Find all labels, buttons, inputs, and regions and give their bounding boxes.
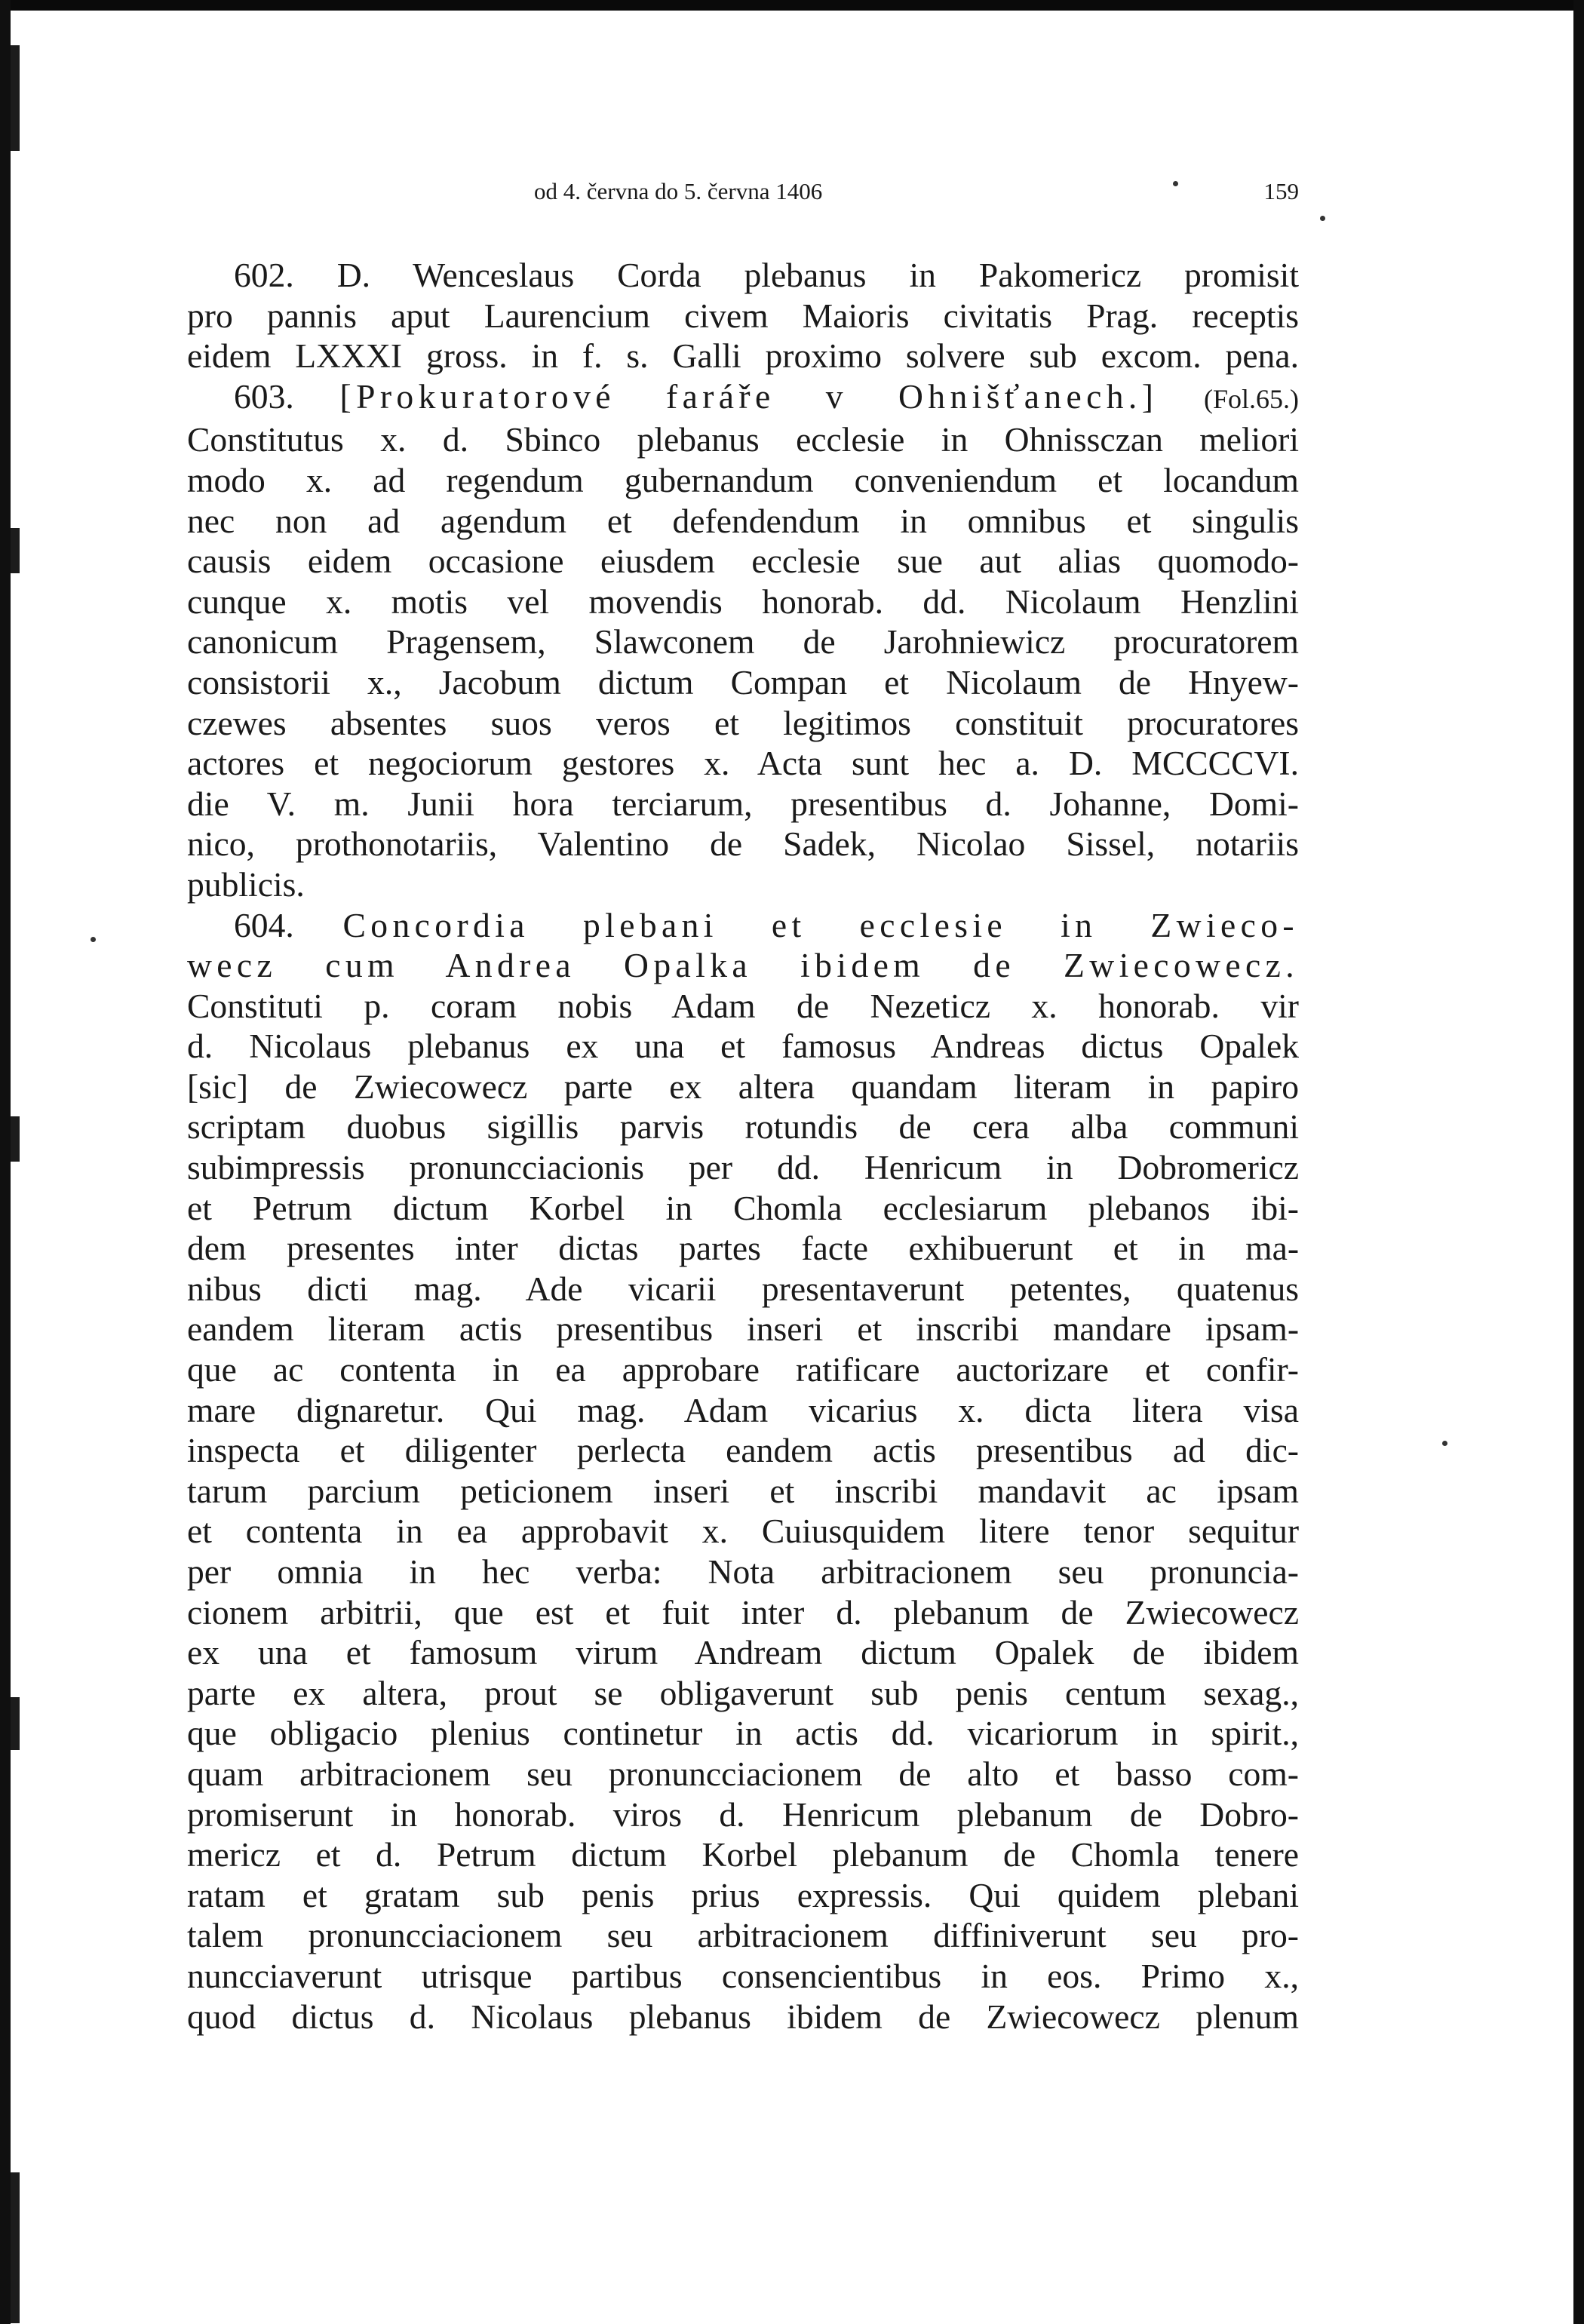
entry-title-continued: wecz cum Andrea Opalka ibidem de Zwiecowecz. [187, 946, 1299, 985]
document-body [187, 255, 1299, 2037]
scan-left-mark [11, 1116, 20, 1162]
text-line: cionem arbitrii, que est et fuit inter d. plebanum de Zwiecowecz [187, 1592, 1299, 1632]
text-line: que obligacio plenius continetur in actis dd. vicariorum in spirit., [187, 1714, 1299, 1753]
speck [1320, 216, 1325, 221]
entry-heading [187, 376, 1299, 420]
running-head-title: od 4. června do 5. června 1406 [534, 178, 823, 204]
text-line: d. Nicolaus plebanus ex una et famosus Andreas dictus Opalek [187, 1027, 1299, 1066]
text-line: ex una et famosum virum Andream dictum Opalek de ibidem [187, 1633, 1299, 1672]
entry-title: [Prokuratorové faráře v Ohnišťanech.] [339, 376, 1159, 416]
text-line: causis eidem occasione eiusdem ecclesie sue aut alias quomodo- [187, 542, 1299, 581]
text-line: nuncciaverunt utrisque partibus consencientibus in eos. Primo x., [187, 1956, 1299, 1995]
text-line: scriptam duobus sigillis parvis rotundis de cera alba communi [187, 1107, 1299, 1147]
entry-heading [187, 905, 1299, 946]
scan-left-mark [11, 528, 20, 573]
text-line: czewes absentes suos veros et legitimos constituit procuratores [187, 703, 1299, 742]
text-line: nec non ad agendum et defendendum in omnibus et singulis [187, 501, 1299, 540]
text-line: dem presentes inter dictas partes facte exhibuerunt et in ma- [187, 1229, 1299, 1268]
text-line: quod dictus d. Nicolaus plebanus ibidem de Zwiecowecz plenum [187, 1997, 1299, 2036]
text-line: talem pronuncciacionem seu arbitracionem diffiniverunt seu pro- [187, 1916, 1299, 1955]
scan-left-mark [11, 45, 20, 151]
text-line: nico, prothonotariis, Valentino de Sadek, Nicolao Sissel, notariis [187, 824, 1299, 864]
text-line: cunque x. motis vel movendis honorab. dd. Nicolaum Henzlini [187, 582, 1299, 621]
text-line: tarum parcium peticionem inseri et inscribi mandavit ac ipsam [187, 1471, 1299, 1510]
text-line: subimpressis pronuncciacionis per dd. Henricum in Dobromericz [187, 1148, 1299, 1187]
text-line: Constitutus x. d. Sbinco plebanus ecclesie in Ohnissczan meliori [187, 420, 1299, 459]
text-line: et Petrum dictum Korbel in Chomla ecclesiarum plebanos ibi- [187, 1188, 1299, 1227]
text-line: per omnia in hec verba: Nota arbitracionem seu pronuncia- [187, 1552, 1299, 1591]
text-line: die V. m. Junii hora terciarum, presentibus d. Johanne, Domi- [187, 784, 1299, 823]
text-line: que ac contenta in ea approbare ratificare auctorizare et confir- [187, 1350, 1299, 1389]
text-line: promiserunt in honorab. viros d. Henricum plebanum de Dobro- [187, 1794, 1299, 1834]
text-line: quam arbitracionem seu pronuncciacionem de alto et basso com- [187, 1754, 1299, 1793]
text-line: publicis. [187, 864, 305, 904]
text-line: eidem LXXXI gross. in f. s. Galli proximo solvere sub excom. pena. [187, 336, 1299, 376]
text-line: pro pannis aput Laurencium civem Maioris civitatis Prag. receptis [187, 296, 1299, 335]
text-line: mericz et d. Petrum dictum Korbel plebanum de Chomla tenere [187, 1835, 1299, 1874]
running-header [187, 175, 1299, 208]
entry-title: Concordia plebani et ecclesie in Zwieco- [342, 905, 1299, 944]
text-line: ratam et gratam sub penis prius expressis. Qui quidem plebani [187, 1875, 1299, 1914]
text-line: modo x. ad regendum gubernandum conveniendum et locandum [187, 460, 1299, 499]
text-line: Constituti p. coram nobis Adam de Nezeticz x. honorab. vir [187, 986, 1299, 1025]
scan-left-border [0, 0, 11, 2324]
text-line: parte ex altera, prout se obligaverunt sub penis centum sexag., [187, 1673, 1299, 1712]
text-line: 602. D. Wenceslaus Corda plebanus in Pakomericz promisit [234, 256, 1299, 294]
speck [91, 937, 96, 942]
scan-right-border [1573, 0, 1584, 2324]
scan-left-mark [11, 1697, 20, 1750]
page-number: 159 [1263, 178, 1299, 204]
text-line: mare dignaretur. Qui mag. Adam vicarius x. dicta litera visa [187, 1390, 1299, 1429]
text-line: inspecta et diligenter perlecta eandem actis presentibus ad dic- [187, 1431, 1299, 1470]
entry-number: 603. [234, 376, 294, 416]
text-line: et contenta in ea approbavit x. Cuiusquidem litere tenor sequitur [187, 1512, 1299, 1551]
text-line: actores et negociorum gestores x. Acta sunt hec a. D. MCCCCVI. [187, 744, 1299, 783]
speck [1442, 1441, 1447, 1446]
entry-number: 604. [234, 905, 294, 944]
text-line: nibus dicti mag. Ade vicarii presentaverunt petentes, quatenus [187, 1269, 1299, 1308]
text-line: [sic] de Zwiecowecz parte ex altera quandam literam in papiro [187, 1067, 1299, 1106]
text-line: canonicum Pragensem, Slawconem de Jarohniewicz procuratorem [187, 622, 1299, 662]
scan-left-mark [11, 2172, 20, 2323]
text-line: consistorii x., Jacobum dictum Compan et Nicolaum de Hnyew- [187, 662, 1299, 701]
text-line: eandem literam actis presentibus inseri et inscribi mandare ipsam- [187, 1309, 1299, 1349]
folio-reference: (Fol.65.) [1204, 383, 1299, 414]
scan-top-border [0, 0, 1584, 11]
